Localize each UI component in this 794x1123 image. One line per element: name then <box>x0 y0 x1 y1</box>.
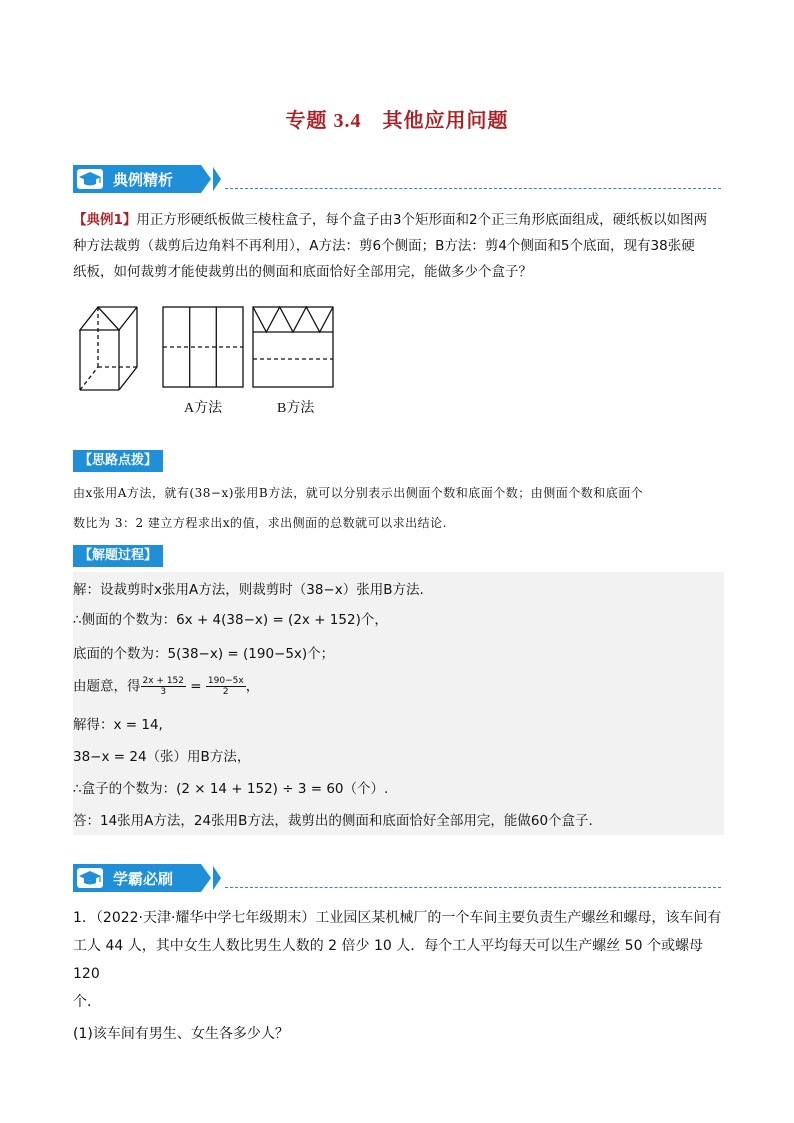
section-bar-chevron <box>213 866 221 890</box>
graduation-cap-icon <box>77 868 103 888</box>
label-method-b: B方法 <box>277 401 315 416</box>
solution-line-4: 由题意，得 $\frac{2x + 152}{3}$ = $\frac{190-5x}{2}$ ， <box>73 676 260 697</box>
prism-icon <box>80 307 137 390</box>
example-tag: 【典例1】 <box>73 212 137 228</box>
section-dashed-rule <box>225 188 721 189</box>
solution-line-3: 底面的个数为：5(38−x) = (190−5x)个； <box>73 646 335 662</box>
hint-heading: 【思路点拨】 <box>73 450 163 472</box>
example-line-2: 种方法裁剪（裁剪后边角料不再利用），A方法：剪6个侧面；B方法：剪4个侧面和5个底面，现有38张硬 <box>73 238 695 254</box>
section-header-practice <box>73 864 721 894</box>
section-bar-tip <box>201 864 211 892</box>
solution-line-8: 答：14张用A方法，24张用B方法，裁剪出的侧面和底面恰好全部用完，能做60个盒子. <box>73 813 593 829</box>
solution-line-5: 解得：x = 14, <box>73 717 163 733</box>
section-label: 学霸必刷 <box>113 870 174 888</box>
solution-heading: 【解题过程】 <box>73 545 163 567</box>
solution-line-7: ∴盒子的个数为：(2 × 14 + 152) ÷ 3 = 60（个）. <box>73 781 389 797</box>
solution-line-2: ∴侧面的个数为：6x + 4(38−x) = (2x + 152)个， <box>73 612 388 628</box>
graduation-cap-icon <box>77 169 103 189</box>
hint-line-1: 由x张用A方法，就有(38−x)张用B方法，就可以分别表示出侧面个数和底面个数；由侧面个数和底面个 <box>73 486 644 500</box>
question-subpart-1: (1)该车间有男生、女生各多少人？ <box>73 1026 289 1042</box>
label-method-a: A方法 <box>184 401 223 416</box>
solution-line-1: 解：设裁剪时x张用A方法，则裁剪时（38−x）张用B方法. <box>73 582 424 598</box>
method-b-board <box>253 307 333 387</box>
fraction-left: $\frac{2x + 152}{3}$ <box>142 676 184 697</box>
prism-figure <box>75 302 355 397</box>
question-line-2: 工人 44 人，其中女生人数比男生人数的 2 倍少 10 人．每个工人平均每天可以生产螺丝 50 个或螺母 120 <box>73 938 703 982</box>
hint-body <box>73 478 723 538</box>
page-title: 专题 3.4 其他应用问题 <box>285 110 509 132</box>
section-header-examples <box>73 165 721 195</box>
method-a-board <box>163 307 243 387</box>
example-line-3: 纸板，如何裁剪才能使裁剪出的侧面和底面恰好全部用完，能做多少个盒子？ <box>73 264 532 280</box>
section-bar-tip <box>201 165 211 193</box>
example-problem <box>73 207 721 285</box>
fraction-right: $\frac{190-5x}{2}$ <box>207 676 244 697</box>
question-1 <box>73 904 723 1048</box>
solution-line-6: 38−x = 24（张）用B方法， <box>73 749 251 765</box>
example-line-1: 【典例1】用正方形硬纸板做三棱柱盒子，每个盒子由3个矩形面和2个正三角形底面组成，硬纸板以如图两 <box>73 212 708 228</box>
question-line-1: 1．（2022·天津·耀华中学七年级期末）工业园区某机械厂的一个车间主要负责生产螺丝和螺母，该车间有 <box>73 910 722 926</box>
hint-line-2: 数比为 3：2 建立方程求出x的值，求出侧面的总数就可以求出结论. <box>73 516 447 530</box>
question-line-3: 个． <box>73 994 101 1010</box>
section-label: 典例精析 <box>113 171 174 189</box>
section-dashed-rule <box>225 887 721 888</box>
section-bar-chevron <box>213 167 221 191</box>
